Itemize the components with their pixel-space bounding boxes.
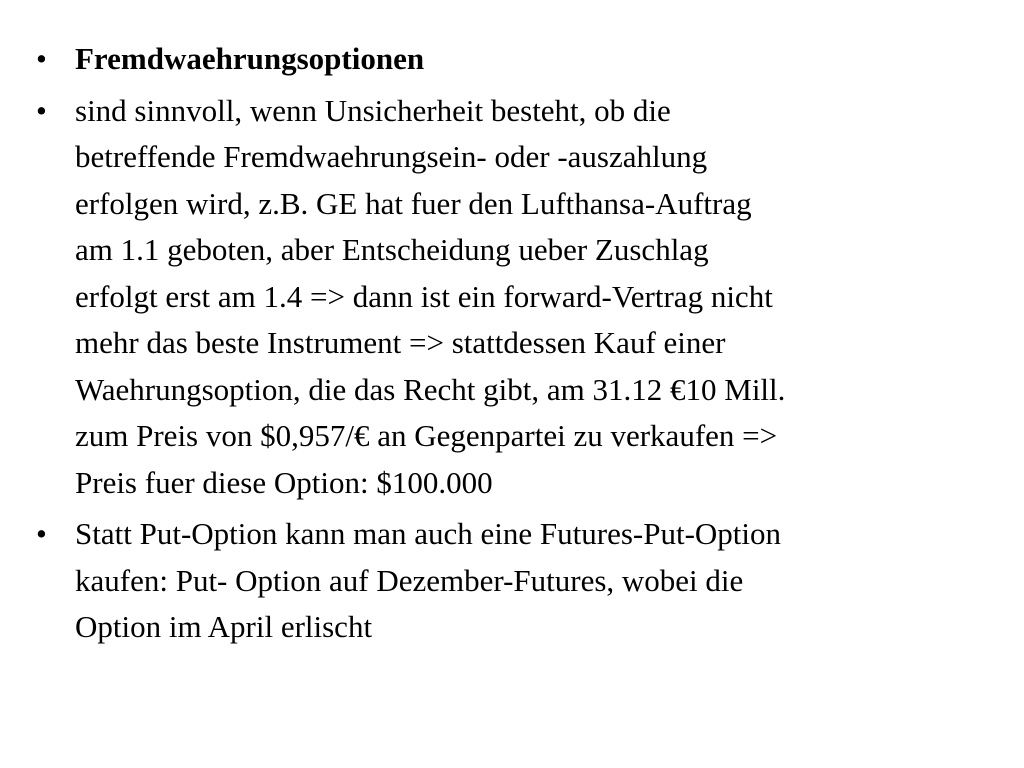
bullet-line: Preis fuer diese Option: $100.000	[75, 464, 493, 500]
bullet-marker: •	[36, 41, 47, 76]
bullet-line: kaufen: Put- Option auf Dezember-Futures, wobei die	[75, 562, 744, 598]
bullet-list	[36, 36, 996, 656]
bullet-line: erfolgt erst am 1.4 => dann ist ein forward-Vertrag nicht	[75, 278, 773, 314]
bullet-line: Waehrungsoption, die das Recht gibt, am 31.12 €10 Mill.	[75, 371, 786, 407]
bullet-item-title	[36, 36, 996, 83]
bullet-line: mehr das beste Instrument => stattdessen Kauf einer	[75, 325, 726, 360]
bullet-line: betreffende Fremdwaehrungsein- oder -auszahlung	[75, 139, 708, 174]
bullet-line: erfolgen wird, z.B. GE hat fuer den Lufthansa-Auftrag	[75, 185, 752, 221]
bullet-line: Option im April erlischt	[75, 609, 373, 644]
bullet-item-description	[36, 88, 996, 507]
bullet-line: zum Preis von $0,957/€ an Gegenpartei zu verkaufen =>	[75, 418, 778, 453]
bullet-marker: •	[36, 92, 47, 128]
bullet-item-futures	[36, 511, 996, 651]
bullet-line: Statt Put-Option kann man auch eine Futures-Put-Option	[75, 516, 782, 551]
bullet-text	[75, 36, 996, 83]
bullet-line: sind sinnvoll, wenn Unsicherheit besteht, ob die	[75, 92, 671, 128]
bullet-text	[75, 88, 996, 507]
bullet-text	[75, 511, 996, 651]
bullet-line: Fremdwaehrungsoptionen	[75, 41, 425, 76]
bullet-marker: •	[36, 516, 47, 551]
bullet-line: am 1.1 geboten, aber Entscheidung ueber Zuschlag	[75, 232, 709, 267]
